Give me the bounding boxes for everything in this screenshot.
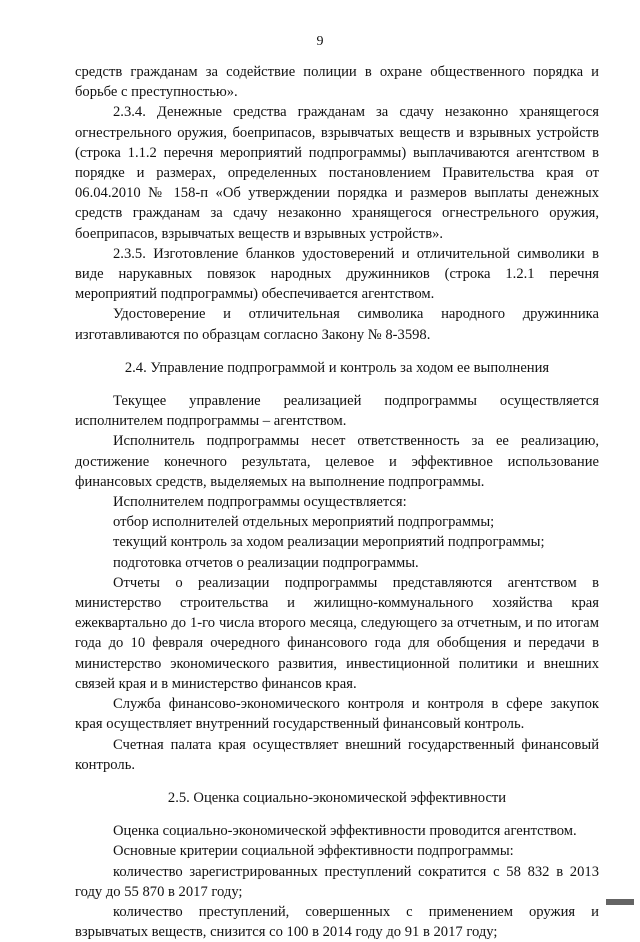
list-item-reports: подготовка отчетов о реализации подпрограммы.	[113, 554, 419, 571]
scan-artifact	[606, 899, 634, 905]
list-item-crimes-weapons: количество преступлений, совершенных с применением оружия и взрывчатых веществ, снизится со 100 в 2014 году до 91 в 2017 году;	[75, 903, 599, 941]
paragraph-id-symbols: Удостоверение и отличительная символика народного дружинника изготавливаются по образцам согласно Закону № 8-3598.	[75, 306, 599, 343]
paragraph-criteria-intro: Основные критерии социальной эффективности подпрограммы:	[113, 843, 514, 860]
page-number: 9	[316, 34, 324, 49]
paragraph-executor-responsibility: Исполнитель подпрограммы несет ответственность за ее реализацию, достижение конечного результата, целевое и эффективное использование финансовых средств, выделяемых на выполнение подпрограммы.	[75, 433, 599, 490]
paragraph-internal-control: Служба финансово-экономического контроля и контроля в сфере закупок края осуществляет внутренний государственный финансовый контроль.	[75, 696, 599, 733]
paragraph-evaluation: Оценка социально-экономической эффективности проводится агентством.	[113, 823, 577, 840]
paragraph-current-management: Текущее управление реализацией подпрограммы осуществляется исполнителем подпрограммы – агентством.	[75, 393, 599, 430]
document-body	[75, 62, 599, 942]
paragraph-external-control: Счетная палата края осуществляет внешний государственный финансовый контроль.	[75, 736, 599, 773]
section-heading-2-4: 2.4. Управление подпрограммой и контроль за ходом ее выполнения	[124, 359, 550, 376]
section-heading-2-5: 2.5. Оценка социально-экономической эффективности	[167, 789, 507, 806]
list-item-crimes-registered: количество зарегистрированных преступлений сократится с 58 832 в 2013 году до 55 870 в 2017 году;	[75, 863, 599, 900]
paragraph-reporting: Отчеты о реализации подпрограммы представляются агентством в министерство строительства и жилищно-коммунального хозяйства края ежеквартально до 1-го числа второго месяца, следующего за отчетным, и по итогам года до 10 февраля очередного финансового года для обобщения и передачи в министерство экономического развития, инвестиционной политики и внешних связей края и в министерство финансов края.	[75, 574, 599, 692]
paragraph-continuation: средств гражданам за содействие полиции в охране общественного порядка и борьбе с преступностью».	[75, 64, 599, 101]
list-item-monitoring: текущий контроль за ходом реализации мероприятий подпрограммы;	[113, 534, 545, 551]
list-item-selection: отбор исполнителей отдельных мероприятий подпрограммы;	[113, 514, 495, 531]
paragraph-2-3-4: 2.3.4. Денежные средства гражданам за сдачу незаконно хранящегося огнестрельного оружия, боеприпасов, взрывчатых веществ и взрывных устройств (строка 1.1.2 перечня мероприятий подпрограммы) выплачиваются агентством в порядке и размерах, определенных постановлением Правительства края от 06.04.2010 № 158-п «Об утверждении порядка и размеров выплаты денежных средств гражданам за сдачу незаконно хранящегося огнестрельного оружия, боеприпасов, взрывчатых веществ и взрывных устройств».	[75, 104, 599, 242]
paragraph-executor-duties-intro: Исполнителем подпрограммы осуществляется:	[113, 494, 407, 511]
paragraph-2-3-5: 2.3.5. Изготовление бланков удостоверений и отличительной символики в виде нарукавных повязок народных дружинников (строка 1.2.1 перечня мероприятий подпрограммы) обеспечивается агентством.	[75, 245, 599, 303]
